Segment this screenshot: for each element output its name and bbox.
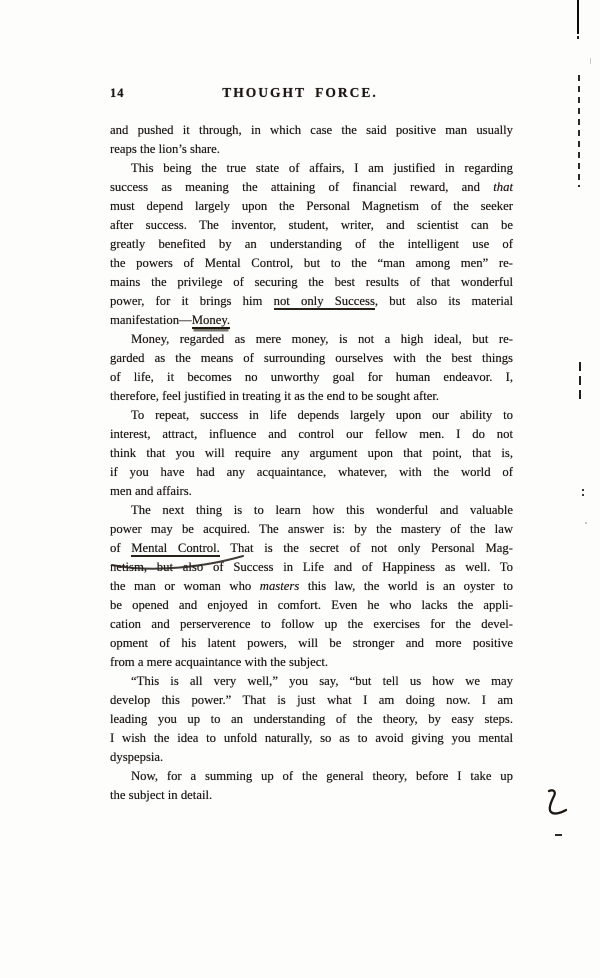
body-text: of [110,541,132,555]
body-text: This being the true state of affairs, I am justified in regarding [131,161,513,175]
pencil-underlined-text: Money. [191,313,231,327]
body-text: from a mere acquaintance with the subject. [110,655,329,669]
body-text: therefore, feel justified in treating it as the end to be sought after. [110,389,440,403]
scan-artifact-dot [577,36,579,39]
italic-text: masters [259,579,300,593]
body-text: That is the secret of not only Personal Mag- [219,541,513,555]
body-text: power may be acquired. The answer is: by the mastery of the law [110,522,513,536]
text-line [110,501,513,520]
body-text: the man or woman who [110,579,260,593]
body-text: after success. The inventor, student, writer, and scientist can be [110,218,513,232]
text-line [110,349,513,368]
scan-artifact-line [577,0,579,34]
text-line [110,577,513,596]
text-line [110,387,513,406]
pencil-underlined-text: not only Success [273,294,375,308]
margin-pencil-mark [549,790,566,813]
text-line [110,159,513,178]
text-line [110,691,513,710]
text-line [110,235,513,254]
text-line [110,197,513,216]
page-body [110,121,513,805]
text-line [110,254,513,273]
body-text: Money, regarded as mere money, is not a high ideal, but re- [131,332,513,346]
body-text: greatly benefited by an understanding of the intelligent use of [110,237,513,251]
text-line [110,596,513,615]
text-line [110,672,513,691]
italic-text: that [493,180,513,194]
body-text: dyspepsia. [110,750,164,764]
text-line [110,178,513,197]
text-line [110,121,513,140]
body-text: develop this power.” That is just what I am doing now. I am [110,693,513,707]
body-text: The next thing is to learn how this wonderful and valuable [131,503,513,517]
body-text: To repeat, success in life depends largely upon our ability to [131,408,513,422]
body-text: must depend largely upon the Personal Magnetism of the seeker [110,199,513,213]
pencil-underlined-text: Mental Control. [131,541,220,555]
scan-artifact-dashes [578,75,580,187]
scan-artifact-dashes [579,362,581,400]
body-text: netism, but also of Success in Life and of Happiness as well. To [110,560,513,574]
scan-artifact-speck [590,58,591,64]
text-line [110,140,513,159]
body-text: and pushed it through, in which case the said positive man usually [110,123,513,137]
text-line [110,292,513,311]
body-text: leading you up to an understanding of the theory, by easy steps. [110,712,513,726]
body-text: manifestation— [110,313,192,327]
text-line [110,216,513,235]
body-text: opment of his latent powers, will be stronger and more positive [110,636,513,650]
scan-artifact-speck [585,522,587,524]
body-text: be opened and enjoyed in comfort. Even he who lacks the appli- [110,598,513,612]
body-text: this law, the world is an oyster to [299,579,513,593]
text-line [110,634,513,653]
body-text: think that you will require any argument upon that point, that is, [110,446,513,460]
body-text: success as meaning the attaining of financial reward, and [110,180,494,194]
body-text: reaps the lion’s share. [110,142,220,156]
text-line [110,311,513,330]
body-text: I wish the idea to unfold naturally, so as to avoid giving you mental [110,731,513,745]
text-line [110,330,513,349]
text-line [110,368,513,387]
running-title: THOUGHT FORCE. [222,85,378,100]
text-line [110,444,513,463]
text-line [110,425,513,444]
body-text: the subject in detail. [110,788,213,802]
body-text: cation and perserverence to follow up the exercises for the devel- [110,617,513,631]
text-line [110,406,513,425]
text-line [110,482,513,501]
text-line [110,767,513,786]
text-line [110,463,513,482]
scan-artifact-dashes [582,489,584,499]
text-line [110,653,513,672]
body-text: “This is all very well,” you say, “but tell us how we may [131,674,513,688]
text-line [110,786,513,805]
body-text: interest, attract, influence and control our fellow men. I do not [110,427,513,441]
body-text: power, for it brings him [110,294,274,308]
text-line [110,539,513,558]
body-text: men and affairs. [110,484,192,498]
text-line [110,520,513,539]
body-text: garded as the means of surrounding ourselves with the best things [110,351,513,365]
body-text: , but also its material [374,294,514,308]
text-line [110,748,513,767]
text-line [110,273,513,292]
text-line [110,710,513,729]
text-line [110,615,513,634]
body-text: of life, it becomes no unworthy goal for human endeavor. I, [110,370,513,384]
text-line [110,558,513,577]
page-number: 14 [110,86,125,100]
body-text: Now, for a summing up of the general theory, before I take up [131,769,513,783]
scan-artifact-dash [555,834,562,836]
body-text: mains the privilege of securing the best results of that wonderful [110,275,513,289]
text-line [110,729,513,748]
body-text: if you have had any acquaintance, whatever, with the world of [110,465,513,479]
body-text: the powers of Mental Control, but to the “man among men” re- [110,256,513,270]
